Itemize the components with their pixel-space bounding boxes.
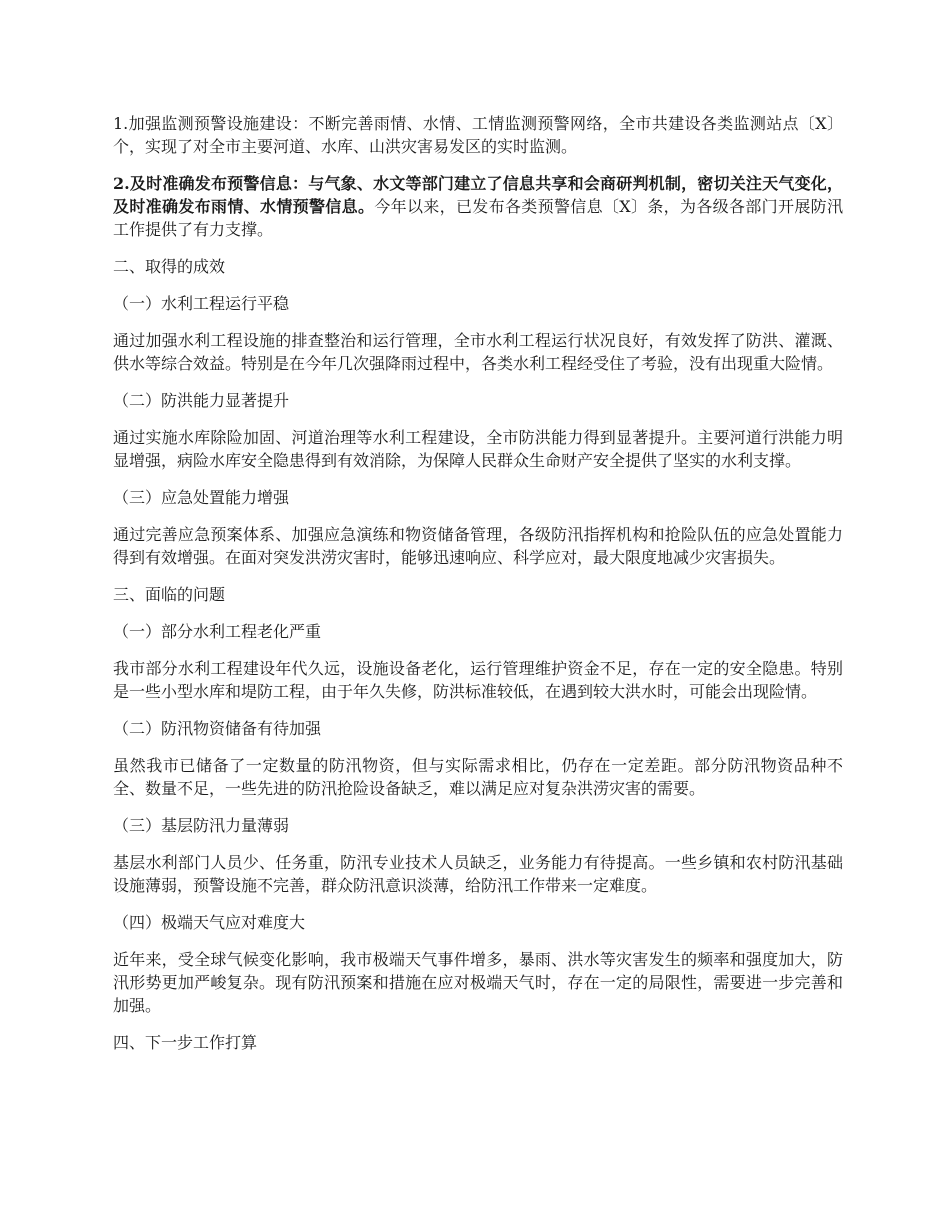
section-heading-problems: 三、面临的问题 (113, 585, 226, 604)
paragraph-warning-release (113, 172, 843, 241)
subheading-stable-operation: （一）水利工程运行平稳 (113, 294, 290, 313)
subheading-extreme-weather: （四）极端天气应对难度大 (113, 913, 306, 932)
subheading-aging-projects: （一）部分水利工程老化严重 (113, 622, 322, 641)
paragraph-stable-operation: 通过加强水利工程设施的排查整治和运行管理，全市水利工程运行状况良好，有效发挥了防洪、灌溉、供水等综合效益。特别是在今年几次强降雨过程中，各类水利工程经受住了考验，没有出现重大险情。 (113, 331, 843, 373)
paragraph-flood-capacity: 通过实施水库除险加固、河道治理等水利工程建设，全市防洪能力得到显著提升。主要河道行洪能力明显增强，病险水库安全隐患得到有效消除，为保障人民群众生命财产安全提供了坚实的水利支撑。 (113, 428, 843, 470)
subheading-emergency-response: （三）应急处置能力增强 (113, 488, 290, 507)
paragraph-grassroots-forces: 基层水利部门人员少、任务重，防汛专业技术人员缺乏，业务能力有待提高。一些乡镇和农村防汛基础设施薄弱，预警设施不完善，群众防汛意识淡薄，给防汛工作带来一定难度。 (113, 853, 843, 895)
subheading-material-reserves: （二）防汛物资储备有待加强 (113, 719, 322, 738)
paragraph-emergency-response: 通过完善应急预案体系、加强应急演练和物资储备管理，各级防汛指挥机构和抢险队伍的应急处置能力得到有效增强。在面对突发洪涝灾害时，能够迅速响应、科学应对，最大限度地减少灾害损失。 (113, 525, 843, 567)
section-heading-next-steps: 四、下一步工作打算 (113, 1033, 258, 1052)
subheading-grassroots-forces: （三）基层防汛力量薄弱 (113, 816, 290, 835)
document-body (113, 112, 843, 1068)
section-heading-achievements: 二、取得的成效 (113, 257, 226, 276)
paragraph-extreme-weather: 近年来，受全球气候变化影响，我市极端天气事件增多，暴雨、洪水等灾害发生的频率和强度加大，防汛形势更加严峻复杂。现有防汛预案和措施在应对极端天气时，存在一定的局限性，需要进一步完善和加强。 (113, 950, 843, 1015)
paragraph-material-reserves: 虽然我市已储备了一定数量的防汛物资，但与实际需求相比，仍存在一定差距。部分防汛物资品种不全、数量不足，一些先进的防汛抢险设备缺乏，难以满足应对复杂洪涝灾害的需要。 (113, 756, 843, 798)
paragraph-aging-projects: 我市部分水利工程建设年代久远，设施设备老化，运行管理维护资金不足，存在一定的安全隐患。特别是一些小型水库和堤防工程，由于年久失修，防洪标准较低，在遇到较大洪水时，可能会出现险情。 (113, 659, 843, 701)
subheading-flood-capacity: （二）防洪能力显著提升 (113, 391, 290, 410)
paragraph-warning-release-bold: 2.及时准确发布预警信息：与气象、水文等部门建立了信息共享和会商研判机制，密切关注天气变化，及时准确发布雨情、水情预警信息。 (113, 174, 843, 216)
paragraph-warning-release-rest: 今年以来，已发布各类预警信息〔X〕条，为各级各部门开展防汛工作提供了有力支撑。 (113, 197, 843, 239)
paragraph-monitoring-facilities: 1.加强监测预警设施建设：不断完善雨情、水情、工情监测预警网络，全市共建设各类监测站点〔X〕个，实现了对全市主要河道、水库、山洪灾害易发区的实时监测。 (113, 114, 843, 156)
